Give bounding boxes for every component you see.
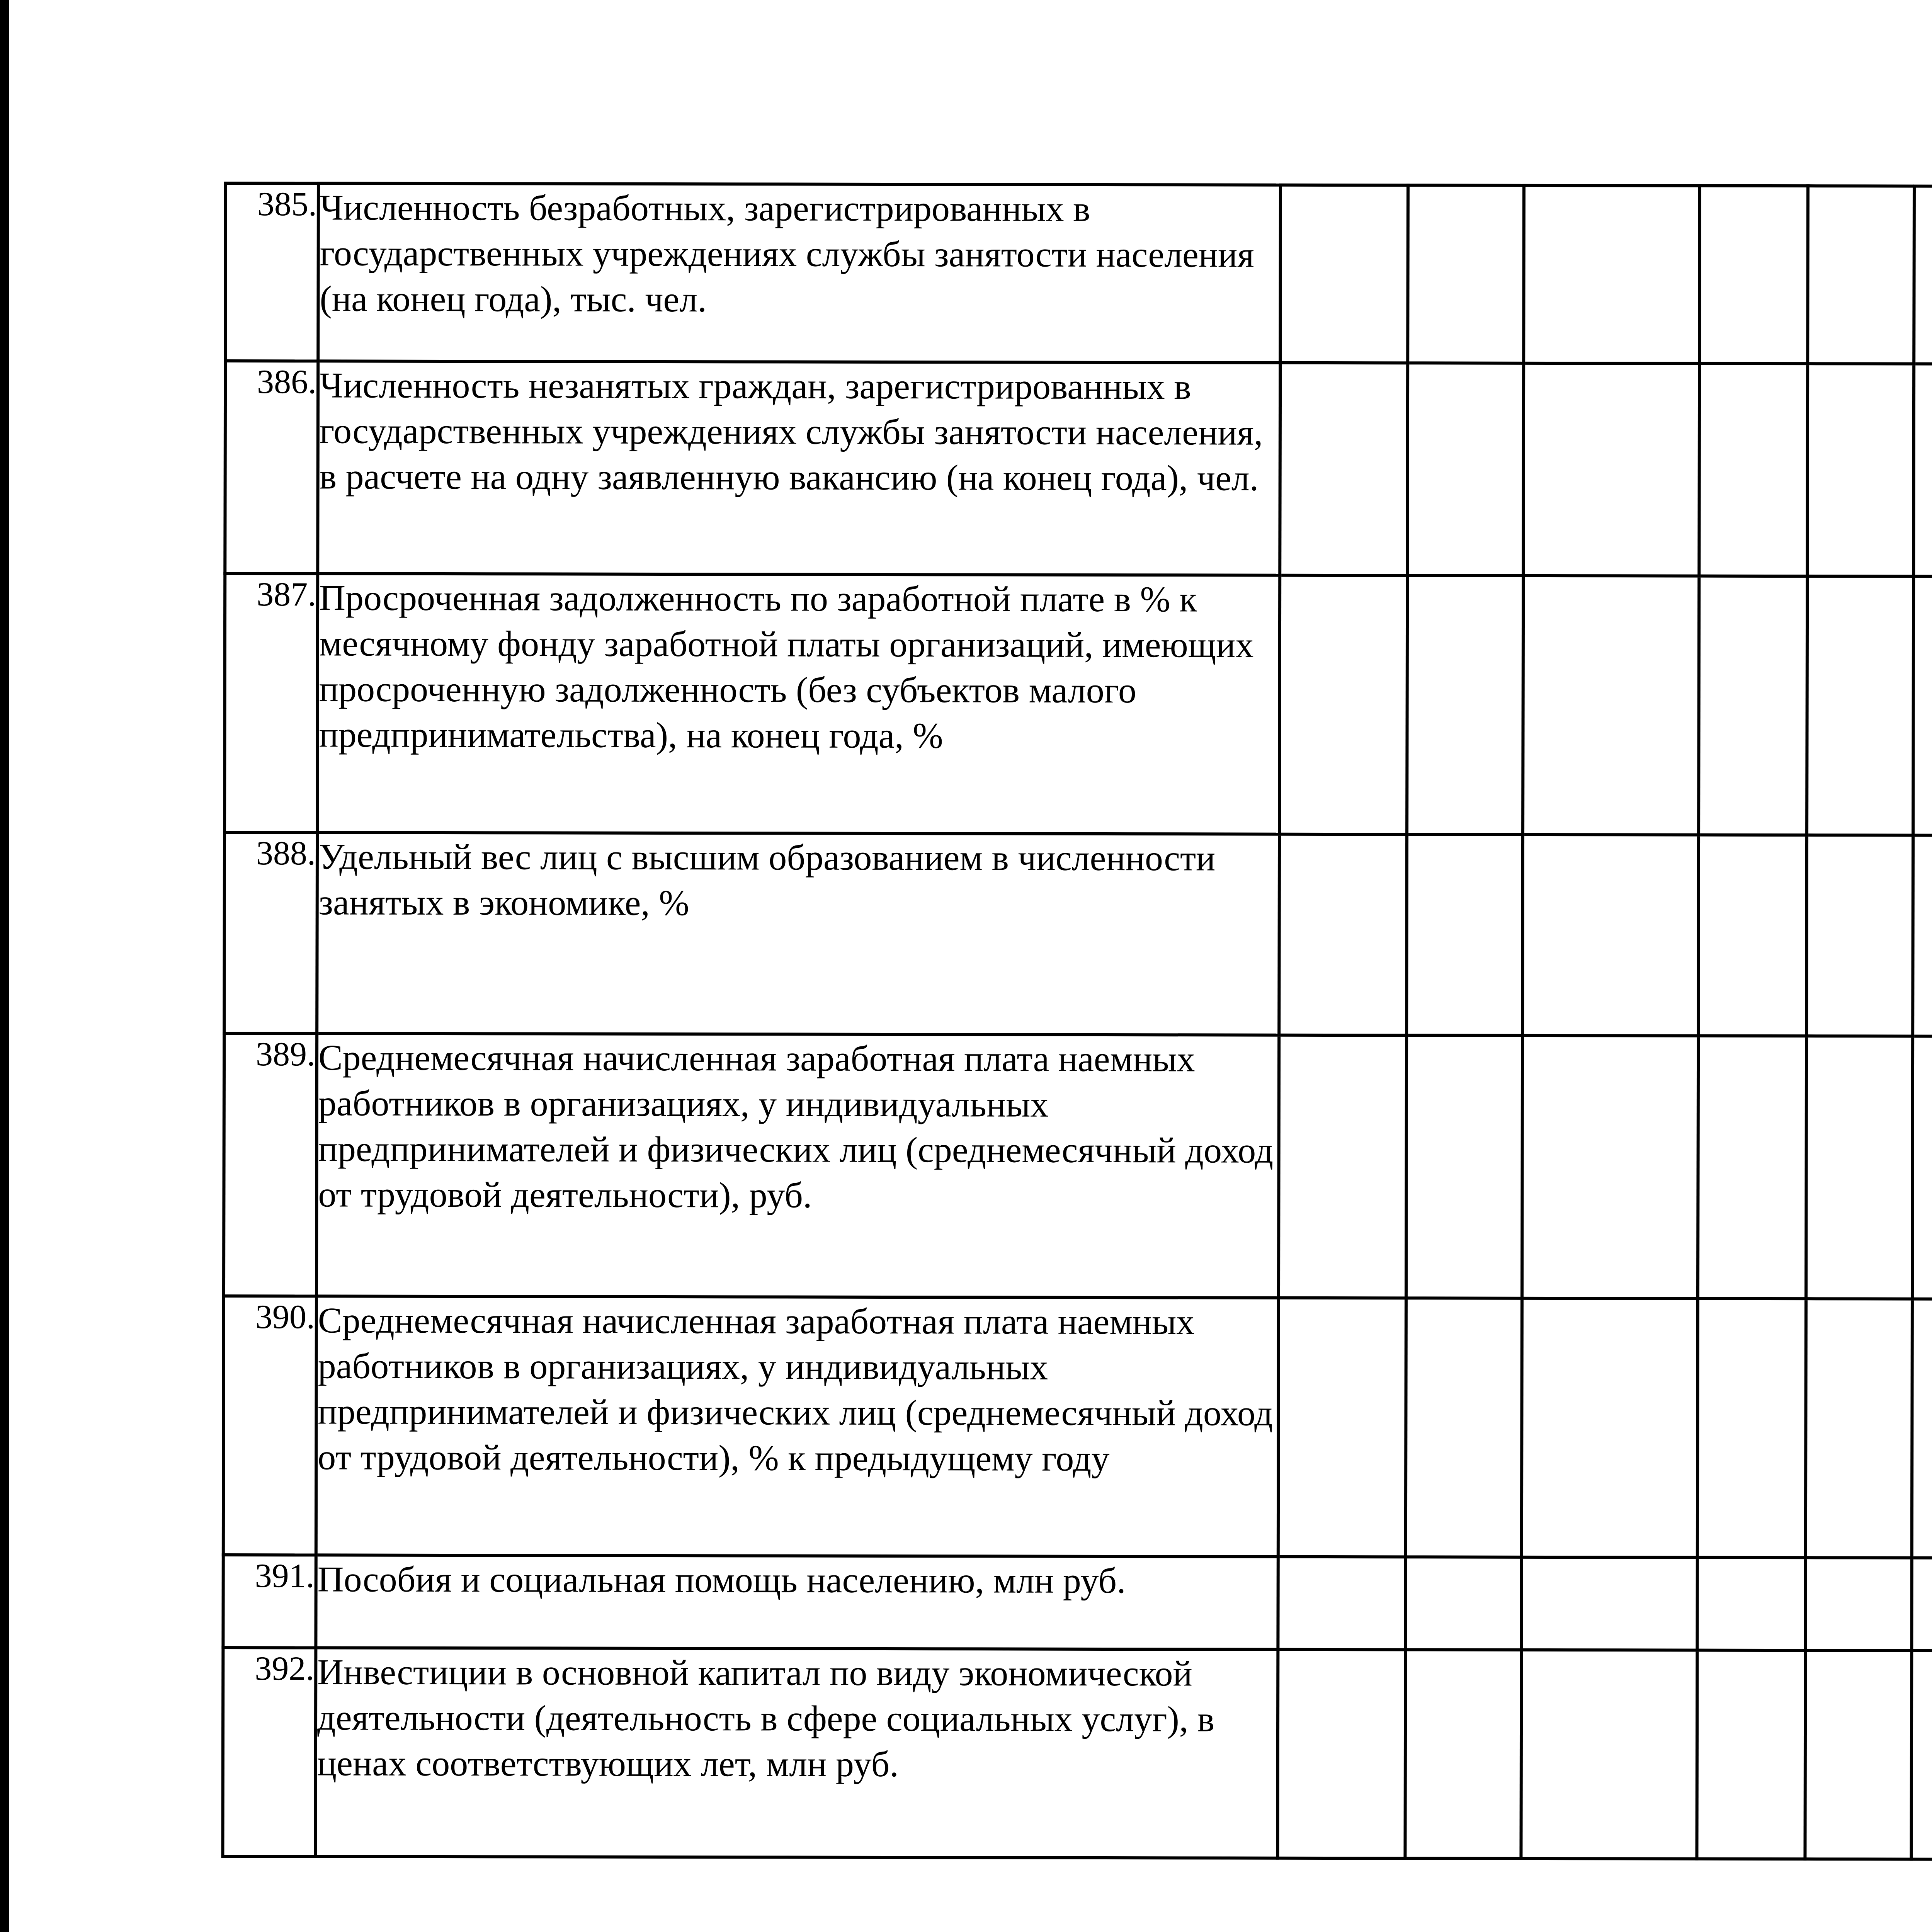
row-number: 386. bbox=[225, 361, 318, 573]
row-number: 388. bbox=[224, 832, 317, 1033]
value-cell bbox=[1912, 1299, 1932, 1558]
value-cell bbox=[1807, 364, 1914, 576]
value-cell bbox=[1521, 1557, 1697, 1650]
value-cell bbox=[1698, 835, 1807, 1036]
value-cell bbox=[1406, 1035, 1522, 1298]
row-number: 385. bbox=[225, 183, 318, 361]
indicator-description: Пособия и социальная помощь населению, млн руб. bbox=[316, 1555, 1278, 1649]
value-cell bbox=[1407, 575, 1523, 835]
value-cell bbox=[1805, 1558, 1912, 1650]
value-cell bbox=[1699, 186, 1808, 364]
value-cell bbox=[1698, 1036, 1806, 1299]
indicator-description: Среднемесячная начисленная заработная плата наемных работников в организациях, у индивидуальных предпринимателей и физических лиц (среднемесячный доход от трудовой деятельности), руб. bbox=[316, 1033, 1279, 1298]
table-row bbox=[223, 1296, 1932, 1559]
value-cell bbox=[1523, 576, 1699, 835]
value-cell bbox=[1912, 1558, 1932, 1651]
value-cell bbox=[1279, 575, 1407, 835]
indicator-description: Удельный вес лиц с высшим образованием в численности занятых в экономике, % bbox=[317, 832, 1279, 1035]
table-row bbox=[224, 1033, 1932, 1300]
value-cell bbox=[1914, 186, 1932, 364]
value-cell bbox=[1913, 577, 1932, 836]
value-cell bbox=[1405, 1650, 1521, 1859]
value-cell bbox=[1806, 1299, 1912, 1558]
value-cell bbox=[1913, 364, 1932, 577]
value-cell bbox=[1697, 1558, 1805, 1650]
value-cell bbox=[1406, 834, 1523, 1036]
indicator-description: Инвестиции в основной капитал по виду экономической деятельности (деятельность в сфере социальных услуг), в ценах соответствующих лет, млн руб. bbox=[315, 1648, 1278, 1858]
value-cell bbox=[1806, 835, 1913, 1036]
row-number: 389. bbox=[224, 1033, 317, 1296]
table-row bbox=[223, 1648, 1932, 1861]
value-cell bbox=[1913, 835, 1932, 1037]
row-number: 387. bbox=[224, 573, 318, 832]
value-cell bbox=[1280, 185, 1408, 363]
value-cell bbox=[1407, 363, 1524, 576]
value-cell bbox=[1523, 363, 1699, 576]
row-number: 391. bbox=[223, 1555, 316, 1648]
value-cell bbox=[1808, 186, 1914, 364]
table-row bbox=[224, 573, 1932, 837]
indicator-description: Просроченная задолженность по заработной плате в % к месячному фонду заработной платы организаций, имеющих просроченную задолженность (без субъектов малого предпринимательства), на конец года, % bbox=[317, 573, 1280, 834]
value-cell bbox=[1699, 364, 1808, 576]
value-cell bbox=[1405, 1557, 1521, 1650]
value-cell bbox=[1697, 1299, 1806, 1558]
value-cell bbox=[1521, 1650, 1697, 1859]
indicator-table bbox=[221, 182, 1932, 1862]
scan-left-edge bbox=[0, 0, 9, 1932]
value-cell bbox=[1912, 1036, 1932, 1299]
value-cell bbox=[1522, 1298, 1698, 1558]
value-cell bbox=[1278, 1557, 1405, 1650]
table-row bbox=[225, 183, 1932, 365]
value-cell bbox=[1697, 1650, 1805, 1859]
value-cell bbox=[1278, 1298, 1406, 1557]
value-cell bbox=[1522, 1036, 1698, 1299]
row-number: 390. bbox=[223, 1296, 316, 1555]
row-number: 392. bbox=[223, 1648, 316, 1856]
table-row bbox=[225, 361, 1932, 578]
value-cell bbox=[1408, 185, 1524, 363]
value-cell bbox=[1279, 1035, 1406, 1298]
indicator-description: Среднемесячная начисленная заработная плата наемных работников в организациях, у индивидуальных предпринимателей и физических лиц (среднемесячный доход от трудовой деятельности), % к предыдущему году bbox=[316, 1296, 1279, 1556]
table-row bbox=[224, 832, 1932, 1037]
value-cell bbox=[1279, 834, 1407, 1036]
indicator-table-wrapper bbox=[221, 182, 1932, 1862]
indicator-description: Численность безработных, зарегистрированных в государственных учреждениях службы занятости населения (на конец года), тыс. чел. bbox=[318, 183, 1281, 362]
value-cell bbox=[1805, 1650, 1912, 1859]
value-cell bbox=[1406, 1298, 1522, 1557]
value-cell bbox=[1911, 1651, 1932, 1860]
value-cell bbox=[1522, 835, 1699, 1036]
value-cell bbox=[1807, 576, 1913, 835]
indicator-description: Численность незанятых граждан, зарегистрированных в государственных учреждениях службы занятости населения, в расчете на одну заявленную вакансию (на конец года), чел. bbox=[318, 361, 1280, 575]
value-cell bbox=[1806, 1036, 1913, 1299]
value-cell bbox=[1280, 363, 1408, 576]
table-row bbox=[223, 1555, 1932, 1652]
value-cell bbox=[1524, 185, 1700, 364]
value-cell bbox=[1277, 1650, 1405, 1859]
value-cell bbox=[1699, 576, 1807, 835]
